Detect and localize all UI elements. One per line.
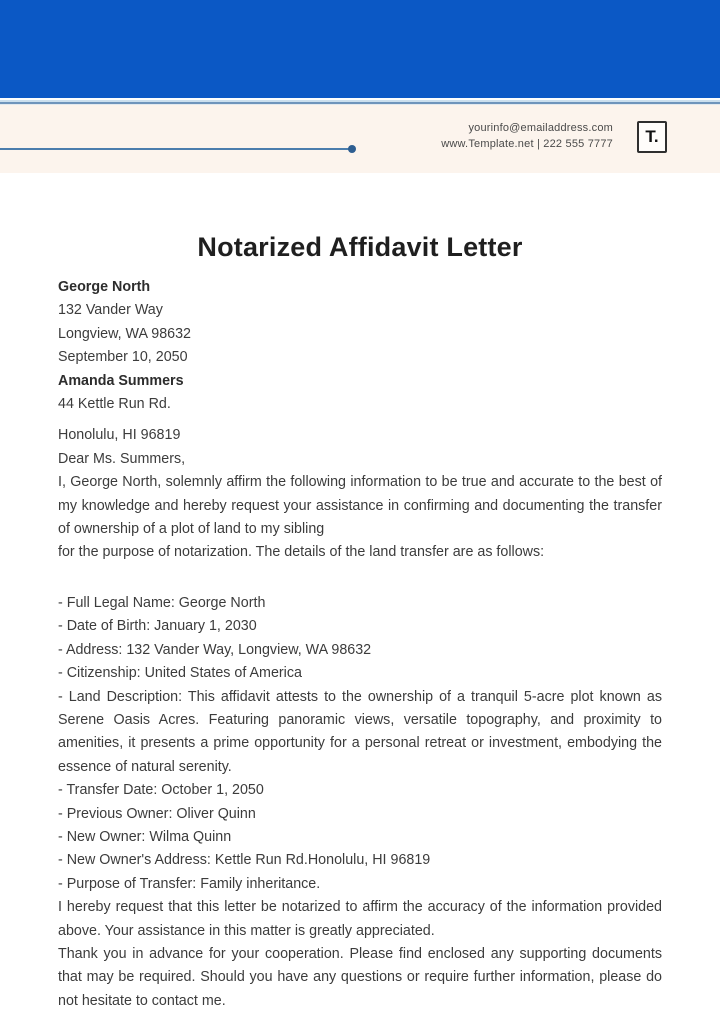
sender-name: George North [58, 279, 151, 295]
spacer [58, 416, 662, 424]
salutation: Dear Ms. Summers, [58, 450, 186, 467]
letter-body [0, 232, 720, 1013]
contact-email: yourinfo@emailaddress.com [468, 122, 613, 134]
recipient-name: Amanda Summers [58, 372, 184, 389]
sender-address-line2: Longview, WA 98632 [58, 325, 191, 342]
detail-item-date-of-birth: - Date of Birth: January 1, 2030 [58, 618, 257, 635]
letter-date: September 10, 2050 [58, 349, 188, 366]
contact-block [441, 120, 613, 152]
recipient-address-line2: Honolulu, HI 96819 [58, 427, 181, 444]
sender-address-line1: 132 Vander Way [58, 302, 163, 319]
detail-item-address: - Address: 132 Vander Way, Longview, WA 98632 [58, 641, 372, 658]
closing-paragraph-2: Thank you in advance for your cooperation. Please find enclosed any supporting documents that may be required. Should you have any questions or require further information, please do not hesitate to contact me. [58, 945, 662, 1009]
purpose-line: for the purpose of notarization. The details of the land transfer are as follows: [58, 544, 545, 561]
recipient-address-line1: 44 Kettle Run Rd. [58, 396, 171, 413]
contact-website: www.Template.net [441, 138, 534, 150]
detail-item-new-owner-address: - New Owner's Address: Kettle Run Rd.Honolulu, HI 96819 [58, 852, 431, 869]
contact-website-phone [441, 136, 613, 152]
detail-item-new-owner: - New Owner: Wilma Quinn [58, 828, 232, 845]
detail-item-citizenship: - Citizenship: United States of America [58, 665, 302, 682]
contact-phone: 222 555 7777 [543, 138, 613, 150]
letterhead-blue-band [0, 0, 720, 98]
page-title: Notarized Affidavit Letter [197, 232, 523, 262]
detail-item-transfer-date: - Transfer Date: October 1, 2050 [58, 782, 264, 799]
detail-item-purpose-of-transfer: - Purpose of Transfer: Family inheritance. [58, 875, 321, 892]
detail-item-full-legal-name: - Full Legal Name: George North [58, 594, 266, 611]
letterhead-rule [0, 148, 352, 150]
closing-paragraph-1: I hereby request that this letter be notarized to affirm the accuracy of the information provided above. Your assistance in this matter is greatly appreciated. [58, 899, 662, 939]
letterhead-contact-strip [0, 105, 720, 173]
detail-item-land-description: - Land Description: This affidavit attests to the ownership of a tranquil 5-acre plot known as Serene Oasis Acres. Featuring panoramic views, versatile topography, and proximity to amenities, it presents a prime opportunity for a personal retreat or investment, embodying the essence of natural serenity. [58, 688, 662, 775]
line-dot-icon [348, 145, 356, 153]
spacer [58, 565, 662, 592]
template-logo: T. [637, 121, 667, 153]
intro-paragraph: I, George North, solemnly affirm the following information to be true and accurate to the best of my knowledge and hereby request your assistance in confirming and documenting the transfer of ownership of a plot of land to my sibling [58, 474, 662, 538]
contact-separator: | [536, 138, 541, 150]
detail-item-previous-owner: - Previous Owner: Oliver Quinn [58, 805, 256, 822]
